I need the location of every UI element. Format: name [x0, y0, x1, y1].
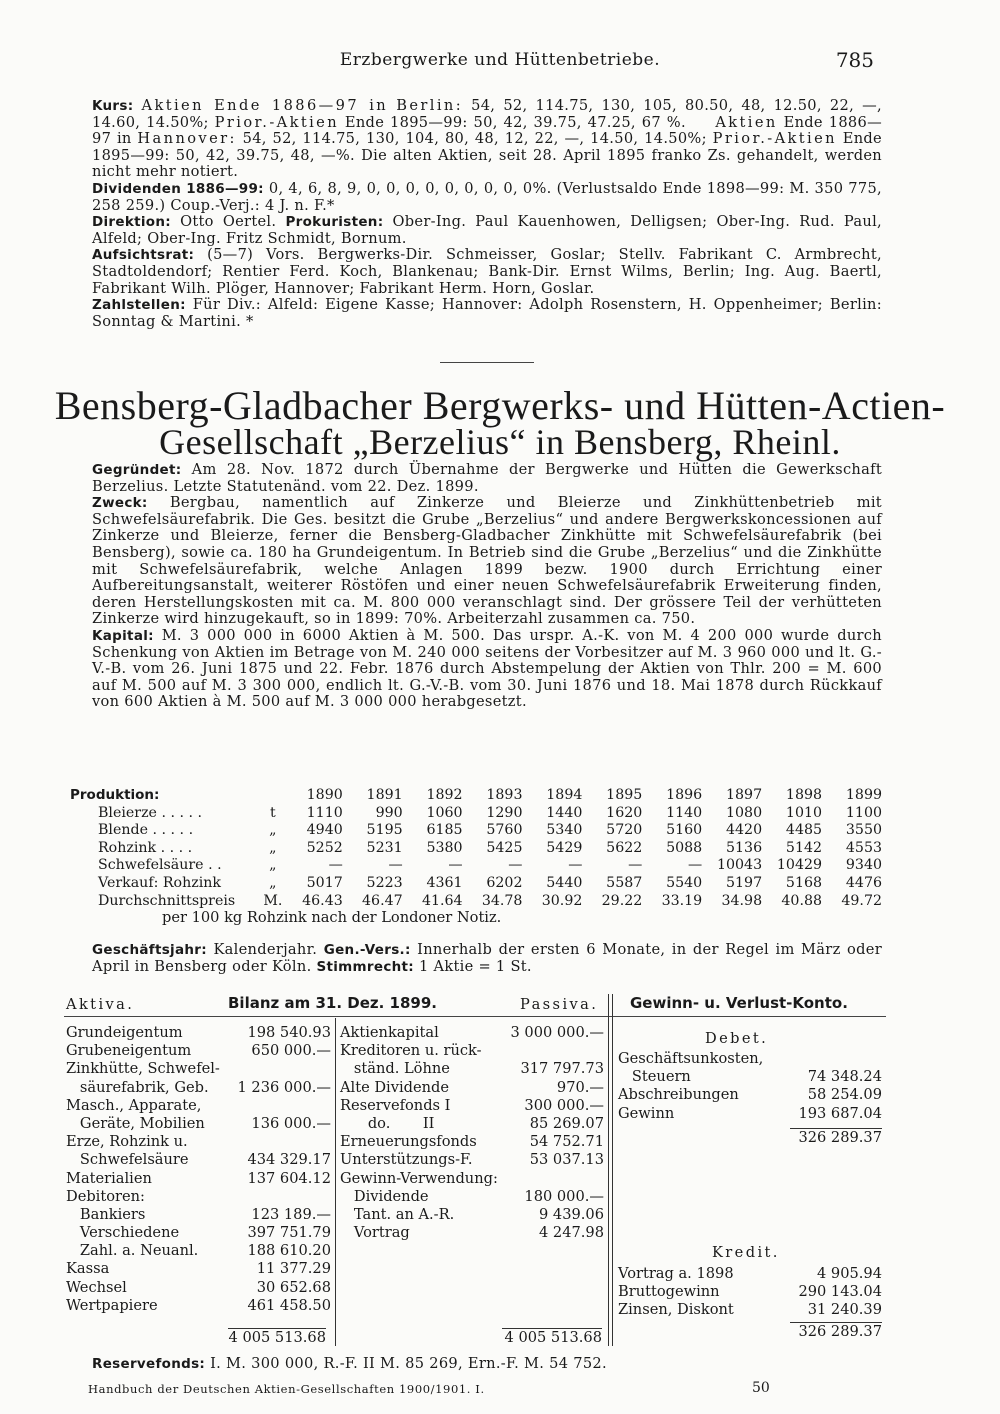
production-value: 1140 [666, 804, 703, 821]
kredit-row-label: Vortrag a. 1898 [618, 1265, 734, 1282]
aktiva-row-value: 461 458.50 [247, 1296, 331, 1314]
zahlstellen-paragraph: Zahlstellen: Für Div.: Alfeld: Eigene Kasse; Hannover: Adolph Rosenstern, H. Oppenheimer; Berlin: Sonntag & Martini. * [92, 296, 882, 330]
production-value: 6202 [486, 874, 523, 891]
debet-label: Debet. [705, 1030, 769, 1047]
passiva-row [340, 1115, 604, 1133]
guv-title: Gewinn- u. Verlust-Konto. [630, 994, 848, 1012]
kredit-table [618, 1265, 882, 1320]
production-row [70, 893, 882, 911]
production-value: 41.64 [421, 892, 463, 909]
kredit-row-label: Bruttogewinn [618, 1283, 720, 1301]
passiva-total: 4 005 513.68 [502, 1328, 602, 1346]
production-table-block [70, 787, 882, 926]
production-value: 5720 [606, 822, 643, 839]
passiva-row-label: Aktienkapital [340, 1024, 439, 1041]
passiva-row [340, 1170, 604, 1188]
production-value: 10429 [776, 857, 823, 874]
aktiva-row-label: Zinkhütte, Schwefel- [66, 1060, 220, 1078]
passiva-row-value: 53 037.13 [529, 1151, 604, 1169]
aktiva-row-label: Geräte, Mobilien [66, 1114, 205, 1132]
gegruendet-paragraph: Gegründet: Am 28. Nov. 1872 durch Übernahme der Bergwerke und Hütten die Gewerkschaft Berzelius. Letzte Statutenänd. vom 22. Dez. 1899. [92, 461, 882, 495]
aktiva-row [66, 1170, 331, 1188]
production-value: 5017 [306, 874, 343, 891]
production-value: 5440 [546, 874, 583, 891]
section-divider [440, 362, 534, 363]
passiva-row-value: 85 269.07 [529, 1114, 604, 1132]
passiva-row-value: 300 000.— [524, 1096, 604, 1114]
production-value: — [508, 857, 523, 874]
aktiva-row-label: säurefabrik, Geb. [66, 1078, 209, 1096]
production-value: 9340 [845, 857, 882, 874]
production-value: 5168 [785, 874, 823, 891]
aktiva-row [66, 1097, 331, 1115]
passiva-row-label: Gewinn-Verwendung: [340, 1169, 498, 1187]
passiva-row [340, 1151, 604, 1169]
production-row-label: Blende . . . . . [98, 822, 194, 839]
passiva-row-value: 317 797.73 [520, 1060, 604, 1078]
passiva-row [340, 1097, 604, 1115]
passiva-row-label: Erneuerungsfonds [340, 1133, 477, 1151]
production-value: 6185 [426, 822, 463, 839]
reservefonds-paragraph: Reservefonds: I. M. 300 000, R.-F. II M. 85 269, Ern.-F. M. 54 752. [92, 1355, 607, 1372]
debet-row [618, 1050, 882, 1068]
aktiva-row-value: 30 652.68 [256, 1278, 331, 1296]
zweck-paragraph: Zweck: Bergbau, namentlich auf Zinkerze und Bleierze und Zinkhüttenbetrieb mit Schwefelsäurefabrik. Die Ges. besitzt die Grube „Berzelius“ und andere Bergwerkskoncessionen auf Zinkerze und Bleierze, ferner die Bensberg-Gladbacher Zinkhütte mit Schwefelsäurefabrik (bei Bensberg), sowie ca. 180 ha Grundeigentum. In Betrieb sind die Grube „Berzelius“ und die Zinkhütte mit Schwefelsäurefabrik, welche Anlagen 1899 bezw. 1900 durch Errichtung einer Aufbereitungsanstalt, weiterer Röstöfen und einer neuen Schwefelsäurefabrik Erweiterung finden, deren Herstellungskosten mit ca. M. 800 000 veranschlagt sind. Der grössere Teil der verhütteten Zinkerze wird hinzugekauft, so in 1899: 70%. Arbeiterzahl zusammen ca. 750. [92, 494, 882, 628]
production-value: — [688, 857, 703, 874]
production-value: 5540 [666, 874, 703, 891]
production-value: 34.98 [721, 892, 763, 909]
production-value: 10043 [716, 857, 763, 874]
passiva-row-label: ständ. Löhne [340, 1060, 450, 1078]
company-title-line-2: Gesellschaft „Berzelius“ in Bensberg, Rheinl. [159, 422, 841, 462]
aktiva-row-label: Grundeigentum [66, 1024, 183, 1041]
production-value: 30.92 [541, 892, 583, 909]
passiva-row-value: 3 000 000.— [510, 1024, 604, 1041]
kredit-row-value: 31 240.39 [807, 1301, 882, 1319]
kurs-paragraph: Kurs: Aktien Ende 1886—97 in Berlin: 54, 52, 114.75, 130, 105, 80.50, 48, 12.50, 22, —, 14.60, 14.50%; Prior.-Aktien Ende 1895—99: 50, 42, 39.75, 47.25, 67 %. Aktien Ende 1886—97 in Hannover: 54, 52, 114.75, 130, 104, 80, 48, 12, 22, —, 14.50, 14.50%; Prior.-Aktien Ende 1895—99: 50, 42, 39.75, 48, —%. Die alten Aktien, seit 28. April 1895 franko Zs. gehandelt, werden nicht mehr notiert. [92, 97, 882, 181]
production-year: 1897 [726, 787, 763, 803]
production-value: 29.22 [601, 892, 643, 909]
aktiva-row-value: 1 236 000.— [237, 1078, 331, 1096]
aktiva-row-value [231, 1133, 331, 1151]
passiva-row [340, 1079, 604, 1097]
passiva-row-label: Vortrag [340, 1224, 410, 1242]
production-note: per 100 kg Rohzink nach der Londoner Notiz. [162, 909, 502, 927]
production-year: 1893 [486, 787, 523, 803]
passiva-row [340, 1133, 604, 1151]
debet-row-label: Gewinn [618, 1104, 675, 1122]
production-value: 1010 [785, 804, 823, 821]
passiva-row-value: 180 000.— [524, 1187, 604, 1205]
production-value: 5760 [486, 822, 523, 839]
aktiva-row-label: Zahl. a. Neuanl. [66, 1242, 199, 1260]
production-value: 1110 [306, 804, 343, 821]
production-year: 1899 [845, 787, 882, 803]
production-value: 5380 [426, 839, 463, 856]
production-value: 4476 [845, 874, 882, 891]
production-value: 49.72 [841, 892, 882, 909]
geschaeftsjahr-paragraph: Geschäftsjahr: Kalenderjahr. Gen.-Vers.: Innerhalb der ersten 6 Monate, in der Regel im März oder April in Bensberg oder Köln. Stimmrecht: 1 Aktie = 1 St. [92, 941, 882, 975]
production-year: 1895 [606, 787, 643, 803]
aktiva-row [66, 1079, 331, 1097]
production-value: 1290 [486, 804, 523, 821]
previous-company-section [92, 98, 882, 330]
aktiva-row [66, 1188, 331, 1206]
production-row [70, 840, 882, 858]
aktiva-row [66, 1279, 331, 1297]
production-year: 1890 [306, 787, 343, 803]
guv-divider [608, 994, 609, 1346]
debet-table [618, 1050, 882, 1123]
kredit-row-label: Zinsen, Diskont [618, 1301, 734, 1319]
production-value: 5195 [366, 822, 403, 839]
bilanz-title: Bilanz am 31. Dez. 1899. [228, 994, 437, 1012]
passiva-row [340, 1206, 604, 1224]
aktiva-row [66, 1224, 331, 1242]
aktiva-row-value [231, 1097, 331, 1115]
dividenden-paragraph: Dividenden 1886—99: 0, 4, 6, 8, 9, 0, 0, 0, 0, 0, 0, 0, 0, 0%. (Verlustsaldo Ende 1898—99: M. 350 775, 258 259.) Coup.-Verj.: 4 J. n. F.* [92, 179, 882, 214]
passiva-row-label: Alte Dividende [340, 1078, 449, 1096]
production-row [70, 805, 882, 823]
production-value: 990 [375, 804, 403, 821]
debet-row-value: 74 348.24 [807, 1068, 882, 1086]
aktiva-row-label: Wertpapiere [66, 1296, 158, 1314]
passiva-row-label: Reservefonds I [340, 1096, 451, 1114]
passiva-table [340, 1024, 604, 1242]
footer-book-title: Handbuch der Deutschen Aktien-Gesellschaften 1900/1901. I. [88, 1382, 485, 1396]
production-unit: „ [269, 839, 277, 856]
passiva-row [340, 1024, 604, 1042]
company-body [92, 462, 882, 711]
aktiva-row-value: 198 540.93 [247, 1024, 331, 1041]
debet-column [618, 1050, 882, 1123]
aufsichtsrat-paragraph: Aufsichtsrat: (5—7) Vors. Bergwerks-Dir. Schmeisser, Goslar; Stellv. Fabrikant C. Armbrecht, Stadtoldendorf; Rentier Ferd. Koch, Blankenau; Bank-Dir. Ernst Wilms, Berlin; Ing. Aug. Baertl, Fabrikant Wilh. Plöger, Hannover; Fabrikant Herm. Horn, Goslar. [92, 246, 882, 297]
production-value: 5223 [366, 874, 403, 891]
aktiva-row-value: 136 000.— [251, 1114, 331, 1132]
aktiva-row [66, 1151, 331, 1169]
production-year: 1898 [785, 787, 823, 803]
passiva-row-label: do. II [340, 1114, 435, 1132]
aktiva-row [66, 1060, 331, 1078]
production-value: — [388, 857, 403, 874]
production-label: Produktion: [70, 787, 160, 803]
production-value: 3550 [845, 822, 882, 839]
production-value: 5088 [666, 839, 703, 856]
passiva-column [340, 1024, 604, 1242]
production-row [70, 857, 882, 875]
aktiva-row-label: Erze, Rohzink u. [66, 1133, 188, 1151]
production-unit: „ [269, 822, 277, 839]
kredit-label: Kredit. [712, 1244, 780, 1261]
production-row-label: Verkauf: Rohzink [98, 874, 221, 891]
kredit-row [618, 1283, 882, 1301]
production-year: 1892 [426, 787, 463, 803]
production-unit: „ [269, 874, 277, 891]
kredit-total: 326 289.37 [790, 1322, 882, 1340]
aktiva-row-value: 123 189.— [251, 1205, 331, 1223]
production-value: 1440 [546, 804, 583, 821]
production-value: 5231 [366, 839, 403, 856]
aktiva-row [66, 1024, 331, 1042]
debet-row-label: Geschäftsunkosten, [618, 1050, 764, 1067]
production-value: 5136 [726, 839, 763, 856]
aktiva-row-label: Verschiedene [66, 1224, 180, 1242]
debet-row-value: 58 254.09 [807, 1086, 882, 1104]
kredit-row-value: 290 143.04 [798, 1283, 882, 1301]
aktiva-row [66, 1297, 331, 1315]
production-value: 46.47 [362, 892, 403, 909]
aktiva-row-label: Materialien [66, 1169, 152, 1187]
production-unit: M. [263, 892, 283, 909]
production-value: 5340 [546, 822, 583, 839]
running-header: Erzbergwerke und Hüttenbetriebe. [339, 50, 661, 70]
kredit-row-value: 4 905.94 [817, 1265, 882, 1282]
debet-row [618, 1105, 882, 1123]
aktiva-row-label: Bankiers [66, 1205, 146, 1223]
production-value: 5142 [785, 839, 823, 856]
production-value: 4420 [726, 822, 763, 839]
guv-divider-double [612, 994, 613, 1346]
production-value: 5252 [306, 839, 343, 856]
production-value: 40.88 [781, 892, 823, 909]
passiva-row-value [506, 1042, 604, 1060]
page-number: 785 [835, 48, 874, 72]
production-year: 1891 [366, 787, 403, 803]
aktiva-row-label: Kassa [66, 1260, 110, 1278]
aktiva-row-label: Debitoren: [66, 1187, 145, 1205]
production-value: 46.43 [302, 892, 343, 909]
production-value: — [628, 857, 643, 874]
production-value: — [568, 857, 583, 874]
footer-sheet-number: 50 [752, 1380, 770, 1396]
production-value: 33.19 [661, 892, 703, 909]
production-value: 5587 [606, 874, 643, 891]
bilanz-divider [335, 1018, 336, 1346]
production-value: 1620 [606, 804, 643, 821]
production-value: 5622 [606, 839, 643, 856]
production-row [70, 875, 882, 893]
debet-row-label: Abschreibungen [618, 1086, 739, 1104]
production-value: 5425 [486, 839, 523, 856]
passiva-row [340, 1188, 604, 1206]
passiva-row-value [506, 1170, 604, 1188]
aktiva-label: Aktiva. [66, 996, 135, 1013]
production-value: 4485 [785, 822, 823, 839]
passiva-row-value: 4 247.98 [539, 1224, 604, 1242]
production-value: 1080 [726, 804, 763, 821]
passiva-row [340, 1060, 604, 1078]
aktiva-row [66, 1042, 331, 1060]
aktiva-row-value: 188 610.20 [247, 1242, 331, 1260]
passiva-row-label: Dividende [340, 1187, 429, 1205]
aktiva-table [66, 1024, 331, 1315]
production-value: 4361 [426, 874, 463, 891]
aktiva-row-value: 11 377.29 [256, 1260, 331, 1278]
passiva-row [340, 1224, 604, 1242]
aktiva-row-label: Grubeneigentum [66, 1042, 192, 1060]
aktiva-row-label: Wechsel [66, 1278, 127, 1296]
debet-row [618, 1068, 882, 1086]
production-value: — [448, 857, 463, 874]
production-unit: t [270, 804, 276, 821]
production-year: 1896 [666, 787, 703, 803]
production-row-label: Schwefelsäure . . [98, 857, 222, 874]
passiva-label: Passiva. [520, 996, 599, 1013]
aktiva-row [66, 1260, 331, 1278]
production-value: 5160 [666, 822, 703, 839]
aktiva-row-label: Schwefelsäure [66, 1151, 189, 1169]
aktiva-row-value: 137 604.12 [247, 1169, 331, 1187]
aktiva-row-value: 434 329.17 [247, 1151, 331, 1169]
passiva-row-value: 54 752.71 [529, 1133, 604, 1151]
kapital-paragraph: Kapital: M. 3 000 000 in 6000 Aktien à M. 500. Das urspr. A.-K. von M. 4 200 000 wurde durch Schenkung von Aktien im Betrage von M. 240 000 seitens der Vorbesitzer auf M. 3 960 000 und lt. G.-V.-B. vom 26. Juni 1875 und 22. Febr. 1876 durch Abstempelung der Aktien von Thlr. 200 = M. 600 auf M. 500 auf M. 3 300 000, endlich lt. G.-V.-B. vom 30. Juni 1876 und 18. Mai 1878 durch Rückkauf von 600 Aktien à M. 500 auf M. 3 000 000 herabgesetzt. [92, 626, 882, 711]
production-row-label: Bleierze . . . . . [98, 804, 203, 821]
production-unit: „ [269, 857, 277, 874]
production-row [70, 822, 882, 840]
passiva-row-value: 9 439.06 [539, 1205, 604, 1223]
direktion-paragraph: Direktion: Otto Oertel. Prokuristen: Ober-Ing. Paul Kauenhowen, Delligsen; Ober-Ing. Rud. Paul, Alfeld; Ober-Ing. Fritz Schmidt, Bornum. [92, 213, 882, 247]
production-value: 4553 [845, 839, 882, 856]
aktiva-row [66, 1206, 331, 1224]
debet-row-label: Steuern [618, 1068, 691, 1086]
passiva-row [340, 1042, 604, 1060]
passiva-row-value: 970.— [556, 1078, 604, 1096]
production-value: 4940 [306, 822, 343, 839]
bilanz-top-rule [64, 1016, 886, 1017]
production-year: 1894 [546, 787, 583, 803]
aktiva-row [66, 1242, 331, 1260]
aktiva-row-value: 397 751.79 [247, 1224, 331, 1242]
production-row-label: Rohzink . . . . [98, 839, 193, 856]
debet-row-value: 193 687.04 [798, 1104, 882, 1122]
debet-row [618, 1086, 882, 1104]
debet-total: 326 289.37 [790, 1128, 882, 1146]
production-value: 1060 [426, 804, 463, 821]
aktiva-row-value [231, 1188, 331, 1206]
passiva-row-label: Unterstützungs-F. [340, 1151, 473, 1169]
debet-row-value [786, 1050, 882, 1068]
aktiva-column [66, 1024, 331, 1315]
production-value: 1100 [845, 804, 882, 821]
production-table [70, 787, 882, 910]
production-row-label: Durchschnittspreis [98, 892, 236, 909]
kredit-column [618, 1265, 882, 1320]
company-title-line-1: Bensberg-Gladbacher Bergwerks- und Hütten-Actien- [54, 383, 946, 428]
production-year-row [70, 787, 882, 805]
production-value: 5197 [726, 874, 763, 891]
production-value: — [328, 857, 343, 874]
kredit-row [618, 1265, 882, 1283]
passiva-row-label: Tant. an A.-R. [340, 1205, 455, 1223]
aktiva-row [66, 1115, 331, 1133]
aktiva-row-label: Masch., Apparate, [66, 1096, 202, 1114]
production-value: 5429 [546, 839, 583, 856]
kredit-row [618, 1301, 882, 1319]
passiva-row-label: Kreditoren u. rück- [340, 1042, 482, 1060]
aktiva-total: 4 005 513.68 [228, 1329, 326, 1346]
production-value: 34.78 [481, 892, 523, 909]
aktiva-row-value [231, 1060, 331, 1078]
aktiva-row-value: 650 000.— [251, 1042, 331, 1060]
aktiva-row [66, 1133, 331, 1151]
